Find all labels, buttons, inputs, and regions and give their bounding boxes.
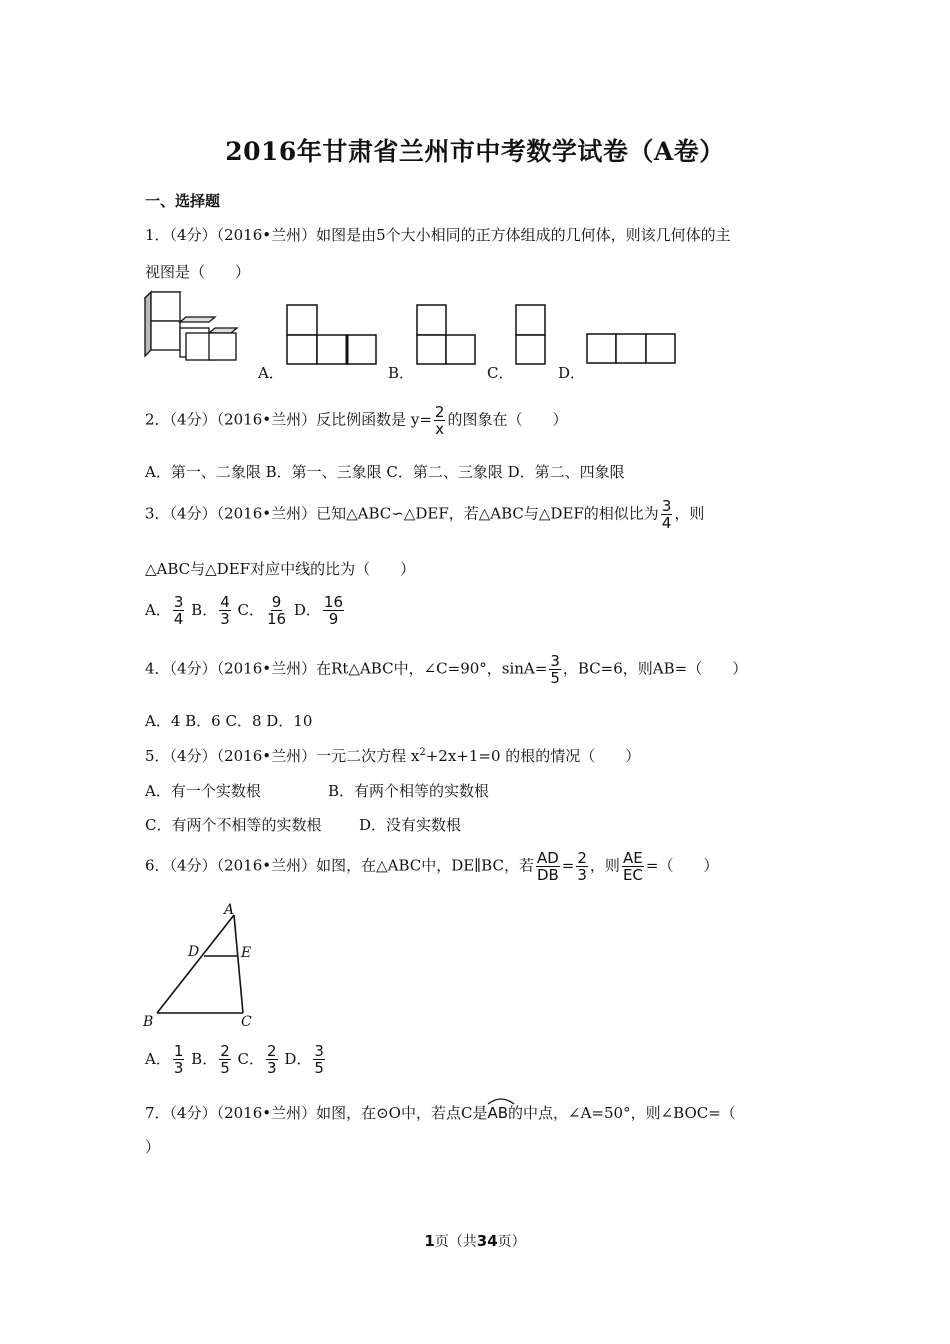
- q3-option-c: C． $\frac{9}{16}$: [237, 593, 287, 628]
- q6-fraction-2-3: $\frac{2}{3}$: [577, 849, 587, 884]
- q3-options: [145, 594, 346, 627]
- label-a: A: [224, 902, 235, 918]
- q5-prefix: 5．（4分）（2016•兰州）一元二次方程 x: [145, 747, 420, 765]
- q4-frac-num: 3: [550, 652, 560, 670]
- q4-frac-den: 5: [550, 669, 560, 687]
- q1-option-d-figure: [586, 333, 678, 365]
- q6-suffix: =（ ）: [645, 856, 719, 875]
- q1-option-b-figure: [416, 304, 478, 366]
- q6-fraction-ad-db: $\frac{AD}{DB}$: [536, 849, 559, 884]
- q2-frac-num: 2: [434, 403, 445, 421]
- q1-option-a-figure: [286, 304, 378, 366]
- q6-option-c: C． $\frac{2}{3}$: [237, 1042, 277, 1077]
- q5-option-c: C．有两个不相等的实数根: [145, 816, 322, 834]
- side-ac: [234, 915, 243, 1013]
- q5-suffix: +2x+1=0 的根的情况（ ）: [425, 747, 641, 765]
- q3-suffix: ，则: [674, 504, 705, 523]
- q6-option-a: A． $\frac{1}{3}$: [145, 1042, 184, 1077]
- q5-option-b: B．有两个相等的实数根: [328, 782, 490, 800]
- label-d: D: [188, 944, 200, 960]
- q3-option-d: D． $\frac{16}{9}$: [293, 593, 344, 628]
- section-heading: 一、选择题: [145, 192, 221, 210]
- footer-end: 页）: [497, 1234, 526, 1250]
- q3-prefix: 3．（4分）（2016•兰州）已知△ABC∽△DEF，若△ABC与△DEF的相似比为: [145, 504, 659, 523]
- q6-options: [145, 1043, 327, 1076]
- page-footer: [0, 1231, 950, 1251]
- q6-option-d: D． $\frac{3}{5}$: [284, 1042, 324, 1077]
- q7-stem-line2: ）: [145, 1138, 161, 1156]
- q6-option-b: B． $\frac{2}{5}$: [191, 1042, 230, 1077]
- q1-stem-line2: 视图是（ ）: [145, 263, 251, 281]
- page-title: 2016年甘肃省兰州市中考数学试卷（A卷）: [225, 137, 725, 166]
- q1-option-d-label: D．: [558, 364, 586, 382]
- q6-mid: ，则: [589, 856, 620, 875]
- footer-mid: 页（共: [434, 1234, 477, 1250]
- side-ab: [157, 915, 234, 1013]
- q2-prefix: 2．（4分）（2016•兰州）反比例函数是 y=: [145, 410, 432, 429]
- q3-frac-den: 4: [661, 514, 672, 532]
- q2-options: A．第一、二象限 B．第一、三象限 C．第二、三象限 D．第二、四象限: [145, 463, 625, 481]
- q3-option-a: A． $\frac{3}{4}$: [145, 593, 184, 628]
- q3-stem-line2: △ABC与△DEF对应中线的比为（ ）: [145, 560, 416, 578]
- q6-fraction-ae-ec: $\frac{AE}{EC}$: [622, 849, 643, 884]
- q5-option-d: D．没有实数根: [359, 816, 462, 834]
- footer-page-number: 1: [424, 1232, 435, 1250]
- label-e: E: [241, 945, 252, 961]
- q5-stem: [145, 745, 640, 766]
- label-c: C: [241, 1014, 252, 1030]
- q3-stem-line1: [145, 498, 704, 531]
- q6-prefix: 6．（4分）（2016•兰州）如图，在△ABC中，DE∥BC，若: [145, 856, 534, 875]
- q7-stem-line1: [145, 1100, 736, 1123]
- q6-triangle-figure: [140, 900, 265, 1032]
- q4-suffix: ，BC=6，则AB=（ ）: [562, 659, 748, 678]
- q1-option-a-label: A．: [258, 364, 284, 382]
- q1-option-c-label: C．: [487, 364, 514, 382]
- q2-frac-den: x: [435, 420, 445, 438]
- q2-stem: [145, 404, 567, 437]
- footer-total-pages: 34: [476, 1232, 498, 1250]
- q3-option-b: B． $\frac{4}{3}$: [191, 593, 230, 628]
- q7-suffix: 的中点，∠A=50°，则∠BOC=（: [508, 1104, 736, 1122]
- q3-ratio-fraction: [661, 498, 673, 531]
- q2-suffix: 的图象在（ ）: [447, 410, 568, 429]
- q1-solid-figure: [143, 290, 243, 362]
- q5-option-a: A．有一个实数根: [145, 782, 261, 800]
- q1-option-b-label: B．: [388, 364, 415, 382]
- q4-stem: [145, 653, 747, 686]
- q4-prefix: 4．（4分）（2016•兰州）在Rt△ABC中，∠C=90°，sinA=: [145, 659, 548, 678]
- q7-arc-ab: AB: [487, 1100, 508, 1122]
- q4-options: A．4 B．6 C．8 D．10: [145, 712, 313, 730]
- q5-exponent: 2: [419, 747, 426, 758]
- q6-equals: =: [561, 856, 575, 875]
- label-b: B: [143, 1014, 154, 1030]
- q1-option-c-figure: [515, 304, 547, 366]
- q2-fraction: [434, 404, 446, 437]
- q1-stem-line1: 1．（4分）（2016•兰州）如图是由5个大小相同的正方体组成的几何体，则该几何体的主: [145, 226, 731, 244]
- q6-stem: [145, 850, 718, 883]
- q3-frac-num: 3: [661, 497, 672, 515]
- q4-fraction: [549, 653, 561, 686]
- q7-prefix: 7．（4分）（2016•兰州）如图，在⊙O中，若点C是: [145, 1104, 488, 1122]
